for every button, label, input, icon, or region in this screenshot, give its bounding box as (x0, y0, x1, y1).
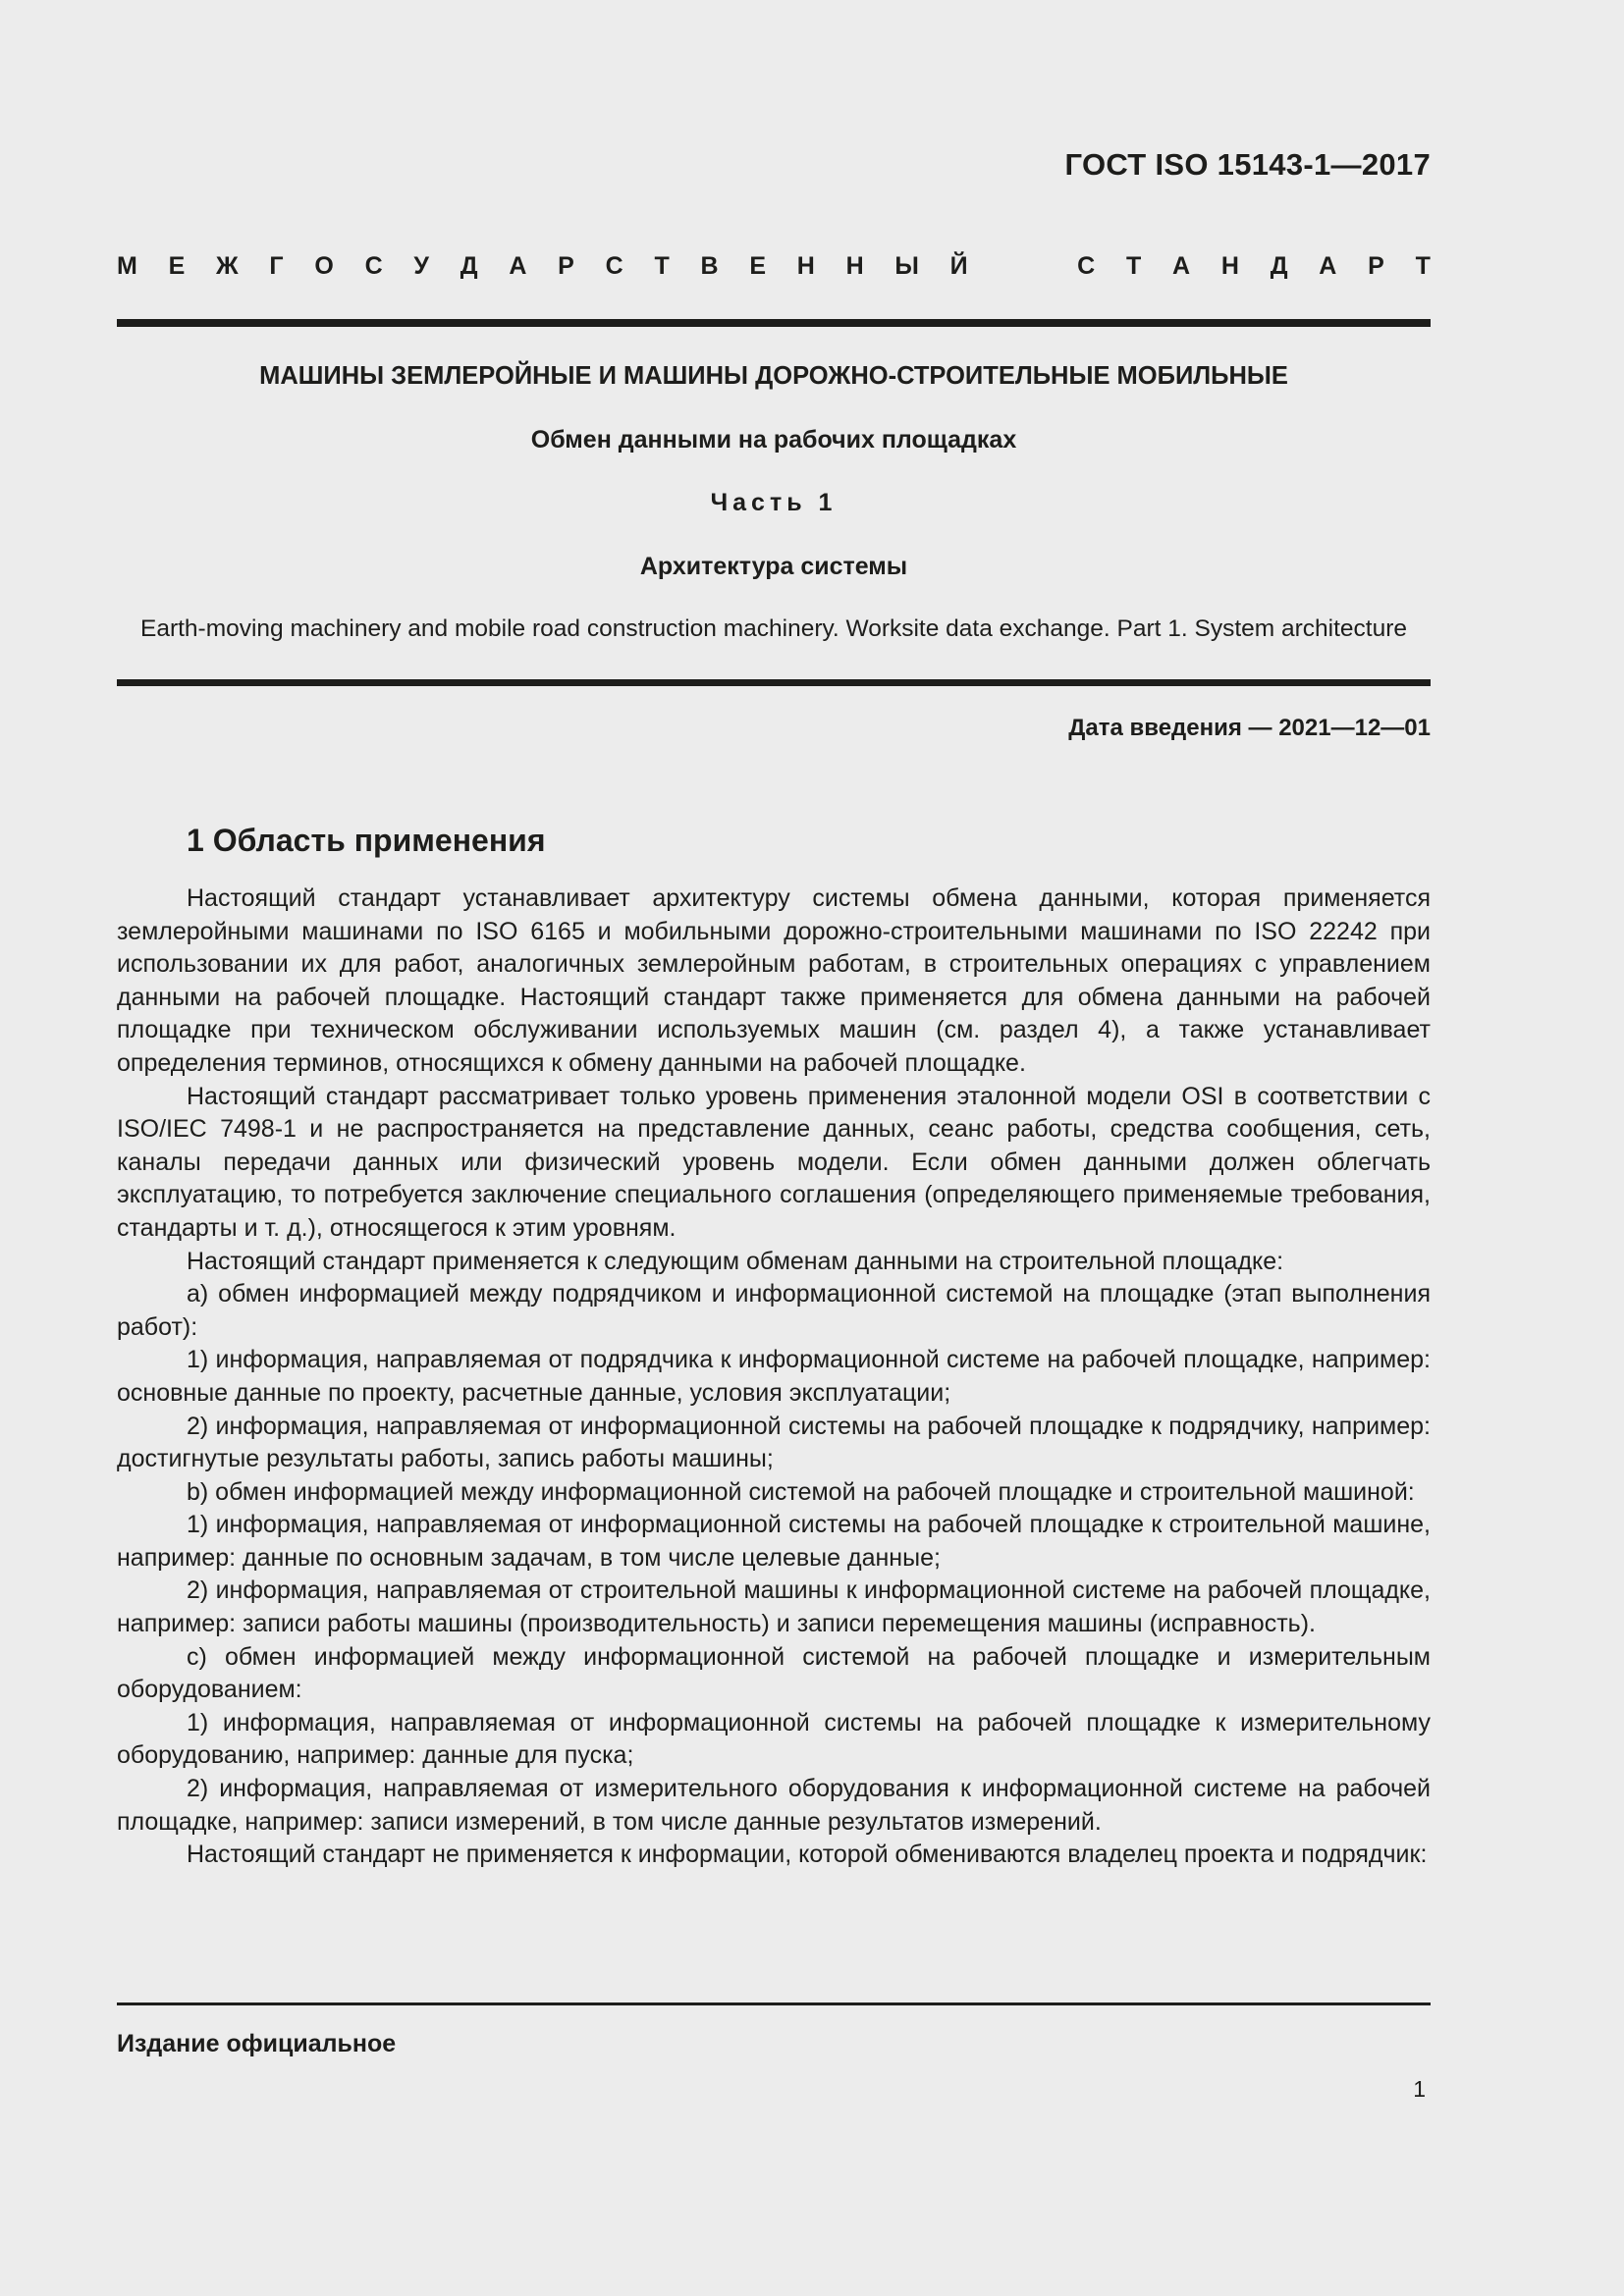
banner-letter: Ж (216, 252, 239, 280)
title-sub: Обмен данными на рабочих площадках (530, 426, 1017, 454)
list-item: 2) информация, направляемая от измерительного оборудования к информационной системе на рабочей площадке, например: записи измерений, в том числе данные результатов измерений. (117, 1775, 1431, 1836)
banner-letter: Н (845, 252, 864, 280)
official-edition-label: Издание официальное (117, 2030, 397, 2057)
banner-letter: У (413, 252, 429, 280)
banner-letter: В (700, 252, 719, 280)
banner-letter: Е (168, 252, 186, 280)
banner-letter: Г (269, 252, 284, 280)
standard-designation: ГОСТ ISO 15143-1—2017 (1064, 147, 1431, 182)
paragraph: Настоящий стандарт не применяется к информации, которой обмениваются владелец проекта и подрядчик: (187, 1841, 1428, 1869)
title-architecture: Архитектура системы (639, 553, 908, 580)
interstate-standard-banner (117, 252, 1431, 281)
banner-letter: Е (749, 252, 766, 280)
section-heading: 1 Область применения (187, 823, 546, 858)
list-item: 1) информация, направляемая от информационной системы на рабочей площадке к строительной машине, например: данные по основным задачам, в том числе целевые данные; (117, 1511, 1431, 1572)
banner-letter: А (1319, 252, 1337, 280)
footer-rule (117, 2002, 1431, 2005)
banner-letter: С (1077, 252, 1096, 280)
banner-letter: А (509, 252, 527, 280)
title-main: МАШИНЫ ЗЕМЛЕРОЙНЫЕ И МАШИНЫ ДОРОЖНО-СТРОИТЕЛЬНЫЕ МОБИЛЬНЫЕ (259, 362, 1288, 390)
banner-letter: Ы (894, 252, 919, 280)
banner-letter: Й (949, 252, 968, 280)
banner-letter: Д (1270, 252, 1288, 280)
title-part: Часть 1 (710, 489, 838, 516)
paragraph: Настоящий стандарт устанавливает архитектуру системы обмена данными, которая применяется землеройными машинами по ISO 6165 и мобильными дорожно-строительными машинами по ISO 22242 при использовании их для работ, аналогичных землеройным работам, в строительных операциях с управлением данными на рабочей площадке. Настоящий стандарт также применяется для обмена данными на рабочей площадке при техническом обслуживании используемых машин (см. раздел 4), а также устанавливает определения терминов, относящихся к обмену данными на рабочей площадке. (117, 884, 1431, 1077)
banner-letter: Т (654, 252, 670, 280)
banner-letter: Р (1368, 252, 1384, 280)
banner-letter: О (314, 252, 334, 280)
banner-letter: М (117, 252, 137, 280)
banner-letter: Р (558, 252, 574, 280)
title-bottom-rule (117, 679, 1431, 686)
list-item: b) обмен информацией между информационной системой на рабочей площадке и строительной машиной: (187, 1477, 1415, 1506)
banner-letter: Т (1126, 252, 1142, 280)
banner-letter: Д (460, 252, 478, 280)
title-english: Earth-moving machinery and mobile road construction machinery. Worksite data exchange. Part 1. System architecture (139, 615, 1408, 642)
list-item: a) обмен информацией между подрядчиком и информационной системой на площадке (этап выполнения работ): (117, 1280, 1431, 1341)
banner-letter: А (1172, 252, 1191, 280)
list-item: 1) информация, направляемая от подрядчика к информационной системе на рабочей площадке, например: основные данные по проекту, расчетные данные, условия эксплуатации; (117, 1346, 1431, 1407)
page-number: 1 (1413, 2076, 1426, 2102)
banner-letter: Т (1415, 252, 1431, 280)
paragraph: Настоящий стандарт применяется к следующим обменам данными на строительной площадке: (187, 1247, 1284, 1275)
banner-letter: Н (1220, 252, 1239, 280)
document-page (117, 0, 1431, 2296)
banner-letter: Н (796, 252, 815, 280)
banner-letter: С (364, 252, 383, 280)
list-item: 2) информация, направляемая от строительной машины к информационной системе на рабочей площадке, например: записи работы машины (производительность) и записи перемещения машины (исправность). (117, 1576, 1431, 1638)
section-body (117, 882, 1431, 1872)
paragraph: Настоящий стандарт рассматривает только уровень применения эталонной модели OSI в соответствии с ISO/IEC 7498-1 и не распространяется на представление данных, сеанс работы, средства сообщения, сеть, каналы передачи данных или физический уровень модели. Если обмен данными должен облегчать эксплуатацию, то потребуется заключение специального соглашения (определяющего применяемые требования, стандарты и т. д.), относящегося к этим уровням. (117, 1082, 1431, 1242)
list-item: 1) информация, направляемая от информационной системы на рабочей площадке к измерительному оборудованию, например: данные для пуска; (117, 1708, 1431, 1770)
top-rule (117, 319, 1431, 327)
introduction-date: Дата введения — 2021—12—01 (1068, 715, 1431, 741)
banner-letter: С (605, 252, 623, 280)
list-item: 2) информация, направляемая от информационной системы на рабочей площадке к подрядчику, например: достигнутые результаты работы, запись работы машины; (117, 1412, 1431, 1473)
list-item: c) обмен информацией между информационной системой на рабочей площадке и измерительным оборудованием: (117, 1642, 1431, 1704)
